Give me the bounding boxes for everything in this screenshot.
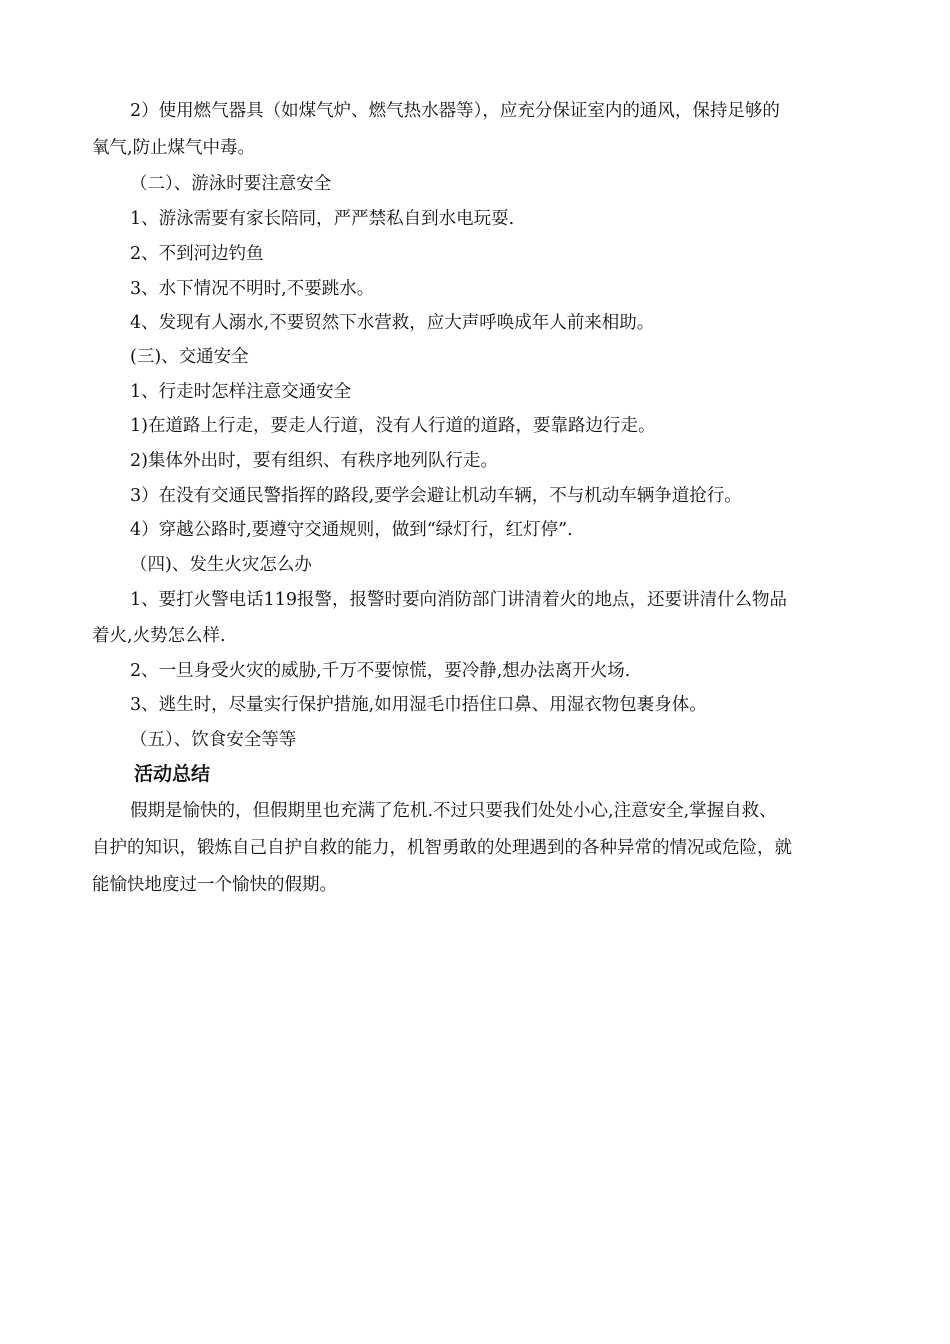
- list-item: 3、逃生时，尽量实行保护措施,如用湿毛巾捂住口鼻、用湿衣物包裹身体。: [130, 695, 707, 715]
- list-item: 4、发现有人溺水,不要贸然下水营救，应大声呼唤成年人前来相助。: [130, 313, 655, 333]
- list-item: 3、水下情况不明时,不要跳水。: [130, 279, 375, 299]
- summary-heading: 活动总结: [134, 763, 211, 785]
- section-heading: （五）、饮食安全等等: [130, 730, 297, 750]
- list-item: 1、游泳需要有家长陪同，严严禁私自到水电玩耍.: [130, 209, 515, 229]
- summary-line: 假期是愉快的，但假期里也充满了危机.不过只要我们处处小心,注意安全,掌握自救、: [130, 801, 777, 821]
- list-item: 1)在道路上行走，要走人行道，没有人行道的道路，要靠路边行走。: [130, 416, 656, 436]
- summary-line: 自护的知识，锻炼自己自护自救的能力，机智勇敢的处理遇到的各种异常的情况或危险，就: [92, 838, 792, 858]
- section-heading: （四)、发生火灾怎么办: [130, 555, 312, 575]
- list-item: 2)集体外出时，要有组织、有秩序地列队行走。: [130, 451, 498, 471]
- paragraph-line: 着火,火势怎么样.: [92, 626, 226, 646]
- list-item: 2、一旦身受火灾的威胁,千万不要惊慌，要冷静,想办法离开火场.: [130, 661, 631, 681]
- list-item: 3）在没有交通民警指挥的路段,要学会避让机动车辆，不与机动车辆争道抢行。: [130, 486, 742, 506]
- list-item: 2、不到河边钓鱼: [130, 244, 264, 264]
- list-item: 4）穿越公路时,要遵守交通规则，做到“绿灯行，红灯停”.: [130, 520, 573, 540]
- paragraph-line: 2）使用燃气器具（如煤气炉、燃气热水器等），应充分保证室内的通风，保持足够的: [130, 101, 780, 121]
- paragraph-line: 氧气,防止煤气中毒。: [92, 138, 256, 158]
- section-heading: （二）、游泳时要注意安全: [130, 174, 332, 194]
- list-item: 1、要打火警电话119报警，报警时要向消防部门讲清着火的地点，还要讲清什么物品: [130, 590, 788, 610]
- summary-line: 能愉快地度过一个愉快的假期。: [92, 875, 337, 895]
- section-heading: (三)、交通安全: [130, 347, 249, 367]
- list-item: 1、行走时怎样注意交通安全: [130, 382, 352, 402]
